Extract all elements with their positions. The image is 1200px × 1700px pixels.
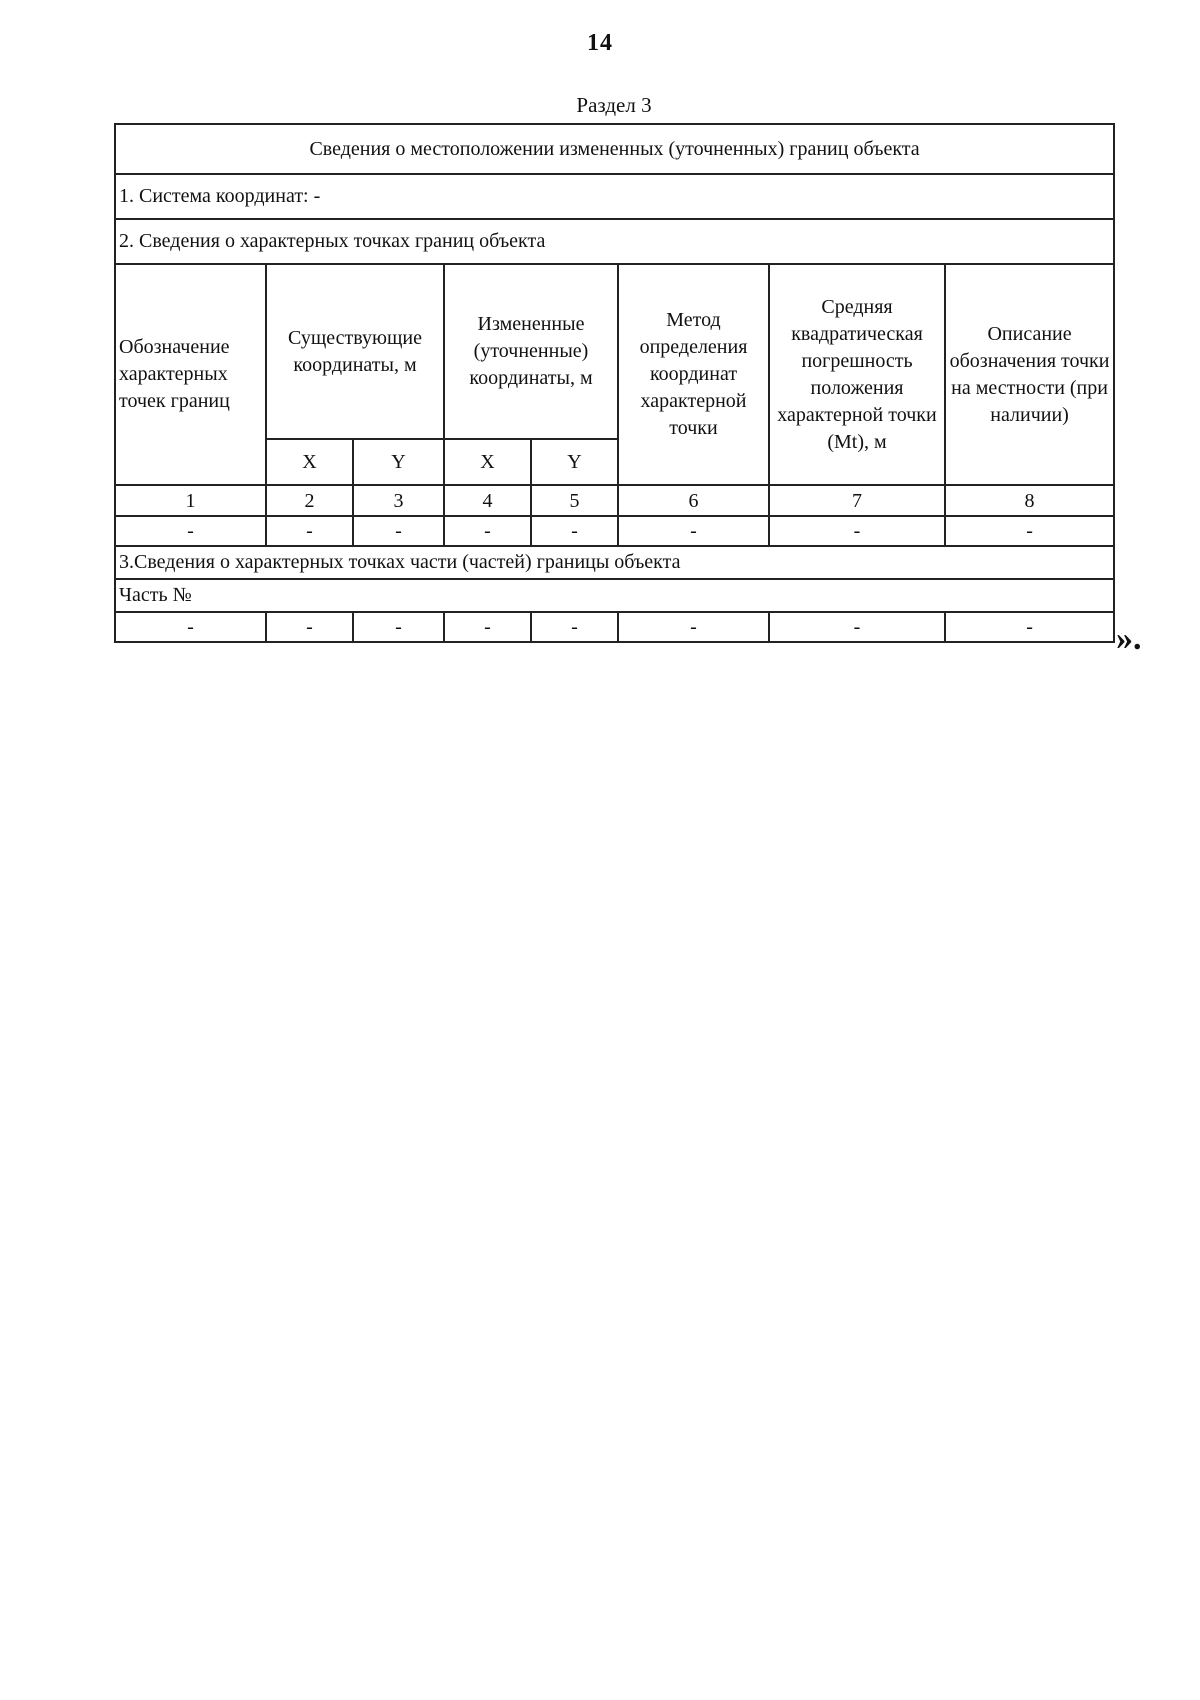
header-changed-coords: Измененные (уточненные) координаты, м — [444, 264, 618, 439]
column-number: 7 — [769, 485, 945, 516]
table-title-row — [115, 124, 1114, 174]
header-description: Описание обозначения точки на местности (при наличии) — [945, 264, 1114, 485]
table-cell: - — [266, 516, 353, 546]
table-cell: - — [531, 516, 618, 546]
column-number: 4 — [444, 485, 531, 516]
table-cell: - — [353, 612, 444, 642]
section-label: Раздел 3 — [576, 93, 652, 117]
table-cell: - — [115, 612, 266, 642]
header-changed-x: X — [444, 439, 531, 485]
table-cell: - — [618, 612, 769, 642]
header-existing-coords: Существующие координаты, м — [266, 264, 444, 439]
table-cell: - — [769, 516, 945, 546]
column-number: 6 — [618, 485, 769, 516]
table-cell: - — [444, 516, 531, 546]
table-cell: - — [618, 516, 769, 546]
points-heading: 2. Сведения о характерных точках границ объекта — [115, 219, 1114, 264]
column-number: 5 — [531, 485, 618, 516]
column-number: 8 — [945, 485, 1114, 516]
points-data-row — [115, 516, 1114, 546]
column-number-row — [115, 485, 1114, 516]
parts-heading: 3.Сведения о характерных точках части (частей) границы объекта — [115, 546, 1114, 579]
header-row — [115, 264, 1114, 439]
closing-quote-mark: ». — [1116, 620, 1142, 657]
header-rms-error: Средняя квадратическая погрешность положения характерной точки (Mt), м — [769, 264, 945, 485]
boundary-points-table — [114, 123, 1115, 643]
table-cell: - — [444, 612, 531, 642]
parts-data-row — [115, 612, 1114, 642]
page-number: 14 — [587, 30, 613, 56]
table-title: Сведения о местоположении измененных (уточненных) границ объекта — [115, 124, 1114, 174]
header-existing-x: X — [266, 439, 353, 485]
column-number: 1 — [115, 485, 266, 516]
header-existing-y: Y — [353, 439, 444, 485]
column-number: 2 — [266, 485, 353, 516]
part-number-row — [115, 579, 1114, 612]
table-cell: - — [769, 612, 945, 642]
table-cell: - — [353, 516, 444, 546]
part-number-label: Часть № — [115, 579, 1114, 612]
header-point-designation: Обозначение характерных точек границ — [115, 264, 266, 485]
table-cell: - — [115, 516, 266, 546]
points-heading-row — [115, 219, 1114, 264]
table-cell: - — [945, 516, 1114, 546]
coordinate-system: 1. Система координат: - — [115, 174, 1114, 219]
coordinate-system-row — [115, 174, 1114, 219]
header-method: Метод определения координат характерной точки — [618, 264, 769, 485]
table-cell: - — [266, 612, 353, 642]
header-changed-y: Y — [531, 439, 618, 485]
parts-heading-row — [115, 546, 1114, 579]
table-cell: - — [945, 612, 1114, 642]
table-cell: - — [531, 612, 618, 642]
column-number: 3 — [353, 485, 444, 516]
